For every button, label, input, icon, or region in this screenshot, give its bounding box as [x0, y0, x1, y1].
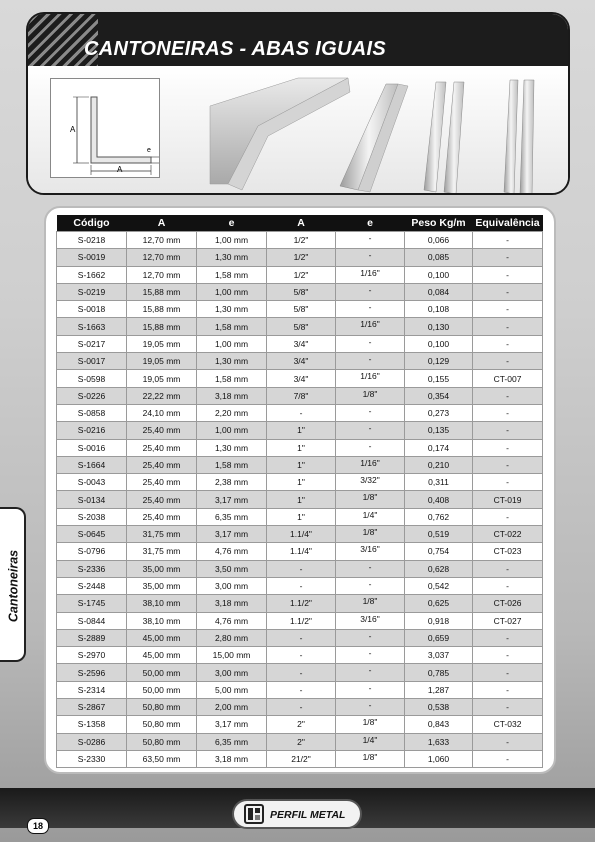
cell-codigo: S-2314	[57, 681, 127, 698]
cell-codigo: S-1662	[57, 266, 127, 283]
cell-e-mm: 4,76 mm	[197, 612, 267, 629]
angle-bars-illustration	[198, 66, 570, 195]
cell-e-mm: 1,58 mm	[197, 318, 267, 335]
cell-codigo: S-2448	[57, 577, 127, 594]
cell-a-inch: 1"	[267, 491, 336, 508]
cell-a-mm: 12,70 mm	[127, 266, 197, 283]
table-row	[57, 699, 543, 716]
cell-a-inch: 1"	[267, 422, 336, 439]
cell-e-mm: 2,38 mm	[197, 474, 267, 491]
cell-equivalencia: -	[473, 681, 543, 698]
cell-e-mm: 4,76 mm	[197, 543, 267, 560]
cell-a-inch: 1"	[267, 508, 336, 525]
cell-equivalencia: -	[473, 439, 543, 456]
cell-a-inch: 5/8"	[267, 301, 336, 318]
table-row	[57, 647, 543, 664]
column-header-e-mm: e	[197, 215, 267, 232]
cell-a-inch: 1.1/2"	[267, 595, 336, 612]
table-row	[57, 456, 543, 473]
cell-peso: 0,918	[405, 612, 473, 629]
cell-peso: 0,785	[405, 664, 473, 681]
cell-codigo: S-0645	[57, 526, 127, 543]
cell-peso: 0,066	[405, 232, 473, 249]
cell-e-mm: 1,30 mm	[197, 249, 267, 266]
cell-a-mm: 45,00 mm	[127, 647, 197, 664]
table-row	[57, 249, 543, 266]
cell-e-inch: -	[336, 232, 405, 249]
cell-peso: 0,135	[405, 422, 473, 439]
table-row	[57, 681, 543, 698]
table-row	[57, 560, 543, 577]
cell-codigo: S-0598	[57, 370, 127, 387]
table-row	[57, 526, 543, 543]
cell-peso: 0,625	[405, 595, 473, 612]
cell-equivalencia: -	[473, 266, 543, 283]
cell-a-inch: 1"	[267, 456, 336, 473]
cell-a-inch: -	[267, 664, 336, 681]
cell-e-inch: 3/32"	[336, 474, 405, 491]
cell-e-mm: 2,00 mm	[197, 699, 267, 716]
cell-peso: 0,174	[405, 439, 473, 456]
cell-codigo: S-2889	[57, 629, 127, 646]
cell-codigo: S-0858	[57, 404, 127, 421]
table-row	[57, 439, 543, 456]
cell-equivalencia: CT-019	[473, 491, 543, 508]
cell-peso: 0,108	[405, 301, 473, 318]
profile-spec-table	[56, 215, 543, 768]
brand-logo-icon	[244, 804, 264, 824]
section-side-tab	[0, 507, 26, 662]
cell-equivalencia: -	[473, 422, 543, 439]
cell-equivalencia: -	[473, 508, 543, 525]
cell-equivalencia: -	[473, 387, 543, 404]
cell-peso: 0,762	[405, 508, 473, 525]
cell-codigo: S-0217	[57, 335, 127, 352]
cell-a-inch: 1"	[267, 474, 336, 491]
cell-peso: 0,130	[405, 318, 473, 335]
cell-a-mm: 19,05 mm	[127, 353, 197, 370]
cell-a-mm: 22,22 mm	[127, 387, 197, 404]
table-row	[57, 612, 543, 629]
cell-a-inch: 5/8"	[267, 283, 336, 300]
cell-e-mm: 1,30 mm	[197, 301, 267, 318]
cell-peso: 0,754	[405, 543, 473, 560]
cell-a-mm: 25,40 mm	[127, 474, 197, 491]
cell-equivalencia: -	[473, 560, 543, 577]
cell-e-inch: -	[336, 664, 405, 681]
cell-e-inch: -	[336, 577, 405, 594]
cell-e-mm: 2,20 mm	[197, 404, 267, 421]
cell-e-mm: 5,00 mm	[197, 681, 267, 698]
cell-a-mm: 12,70 mm	[127, 249, 197, 266]
diagram-label-e: e	[147, 147, 151, 154]
cell-e-inch: -	[336, 353, 405, 370]
cell-e-inch: -	[336, 283, 405, 300]
product-photo	[198, 66, 570, 195]
cell-a-mm: 25,40 mm	[127, 508, 197, 525]
cell-a-inch: 1.1/4"	[267, 543, 336, 560]
cell-codigo: S-0019	[57, 249, 127, 266]
cell-equivalencia: -	[473, 353, 543, 370]
cell-a-mm: 38,10 mm	[127, 612, 197, 629]
cell-e-inch: -	[336, 439, 405, 456]
cell-a-inch: 1.1/2"	[267, 612, 336, 629]
cell-a-mm: 63,50 mm	[127, 750, 197, 767]
cell-a-inch: -	[267, 629, 336, 646]
cell-peso: 0,129	[405, 353, 473, 370]
cell-a-inch: 3/4"	[267, 370, 336, 387]
cell-equivalencia: -	[473, 456, 543, 473]
cell-equivalencia: CT-023	[473, 543, 543, 560]
cell-e-mm: 1,00 mm	[197, 232, 267, 249]
cell-peso: 3,037	[405, 647, 473, 664]
cell-e-inch: -	[336, 699, 405, 716]
column-header-peso: Peso Kg/m	[405, 215, 473, 232]
cell-e-inch: -	[336, 422, 405, 439]
cell-peso: 0,843	[405, 716, 473, 733]
cell-equivalencia: -	[473, 647, 543, 664]
cell-e-inch: 1/4"	[336, 733, 405, 750]
cell-codigo: S-0043	[57, 474, 127, 491]
cell-equivalencia: -	[473, 629, 543, 646]
cell-peso: 0,519	[405, 526, 473, 543]
cell-codigo: S-2970	[57, 647, 127, 664]
cell-e-inch: 1/16"	[336, 266, 405, 283]
cell-a-inch: -	[267, 699, 336, 716]
cell-e-mm: 15,00 mm	[197, 647, 267, 664]
cell-e-mm: 3,18 mm	[197, 595, 267, 612]
cell-equivalencia: -	[473, 664, 543, 681]
cell-codigo: S-2038	[57, 508, 127, 525]
cell-a-mm: 15,88 mm	[127, 318, 197, 335]
cell-a-mm: 50,00 mm	[127, 681, 197, 698]
cell-e-mm: 3,17 mm	[197, 491, 267, 508]
cell-a-inch: 1"	[267, 439, 336, 456]
cell-e-mm: 1,58 mm	[197, 456, 267, 473]
cell-a-inch: -	[267, 681, 336, 698]
table-row	[57, 232, 543, 249]
cell-equivalencia: CT-026	[473, 595, 543, 612]
cell-e-inch: 1/8"	[336, 387, 405, 404]
cell-a-mm: 19,05 mm	[127, 370, 197, 387]
table-row	[57, 474, 543, 491]
cell-e-mm: 3,00 mm	[197, 577, 267, 594]
cell-codigo: S-0218	[57, 232, 127, 249]
cell-codigo: S-0226	[57, 387, 127, 404]
table-body	[57, 232, 543, 768]
cell-a-inch: 1/2"	[267, 266, 336, 283]
table-row	[57, 335, 543, 352]
table-row	[57, 318, 543, 335]
column-header-a-mm: A	[127, 215, 197, 232]
brand-name: PERFIL METAL	[270, 809, 346, 821]
diagram-label-a-horizontal: A	[117, 165, 123, 174]
cell-codigo: S-0018	[57, 301, 127, 318]
cell-e-mm: 3,18 mm	[197, 387, 267, 404]
cell-e-inch: 1/8"	[336, 526, 405, 543]
table-row	[57, 404, 543, 421]
cell-peso: 0,311	[405, 474, 473, 491]
column-header-a-inch: A	[267, 215, 336, 232]
cell-e-mm: 6,35 mm	[197, 508, 267, 525]
cell-peso: 0,538	[405, 699, 473, 716]
cell-codigo: S-2336	[57, 560, 127, 577]
cell-a-inch: 2"	[267, 716, 336, 733]
cell-codigo: S-0844	[57, 612, 127, 629]
cell-peso: 0,100	[405, 335, 473, 352]
cell-a-mm: 15,88 mm	[127, 283, 197, 300]
cell-a-inch: -	[267, 647, 336, 664]
cell-equivalencia: -	[473, 474, 543, 491]
cell-e-mm: 3,00 mm	[197, 664, 267, 681]
cell-e-inch: 1/16"	[336, 370, 405, 387]
cell-a-inch: 5/8"	[267, 318, 336, 335]
cell-e-inch: -	[336, 560, 405, 577]
cell-codigo: S-1358	[57, 716, 127, 733]
cell-peso: 0,155	[405, 370, 473, 387]
cell-peso: 1,287	[405, 681, 473, 698]
table-row	[57, 733, 543, 750]
table-row	[57, 716, 543, 733]
table-row	[57, 664, 543, 681]
cell-peso: 0,085	[405, 249, 473, 266]
cell-peso: 0,273	[405, 404, 473, 421]
cell-e-inch: -	[336, 249, 405, 266]
cell-e-mm: 1,30 mm	[197, 353, 267, 370]
cell-peso: 0,542	[405, 577, 473, 594]
cell-equivalencia: -	[473, 577, 543, 594]
cell-a-inch: 1.1/4"	[267, 526, 336, 543]
cell-e-mm: 3,18 mm	[197, 750, 267, 767]
cell-a-inch: 1/2"	[267, 249, 336, 266]
cell-a-inch: 3/4"	[267, 353, 336, 370]
cell-a-inch: 2"	[267, 733, 336, 750]
cell-a-mm: 31,75 mm	[127, 543, 197, 560]
cell-equivalencia: CT-027	[473, 612, 543, 629]
cell-e-inch: 1/4"	[336, 508, 405, 525]
cell-codigo: S-1745	[57, 595, 127, 612]
cell-equivalencia: -	[473, 301, 543, 318]
table-row	[57, 750, 543, 767]
cell-codigo: S-0796	[57, 543, 127, 560]
cell-a-mm: 45,00 mm	[127, 629, 197, 646]
angle-profile-diagram	[50, 78, 160, 178]
cell-a-mm: 25,40 mm	[127, 422, 197, 439]
cell-e-inch: 1/8"	[336, 716, 405, 733]
cell-a-mm: 50,80 mm	[127, 716, 197, 733]
cell-equivalencia: CT-022	[473, 526, 543, 543]
cell-codigo: S-2330	[57, 750, 127, 767]
cell-peso: 1,060	[405, 750, 473, 767]
cell-a-mm: 38,10 mm	[127, 595, 197, 612]
table-row	[57, 422, 543, 439]
cell-e-mm: 1,58 mm	[197, 370, 267, 387]
table-row	[57, 508, 543, 525]
cell-a-mm: 31,75 mm	[127, 526, 197, 543]
table-row	[57, 283, 543, 300]
table-row	[57, 491, 543, 508]
cell-codigo: S-0016	[57, 439, 127, 456]
cell-peso: 0,628	[405, 560, 473, 577]
cell-e-mm: 2,80 mm	[197, 629, 267, 646]
table-row	[57, 595, 543, 612]
cell-e-inch: -	[336, 681, 405, 698]
cell-a-inch: -	[267, 577, 336, 594]
cell-codigo: S-1663	[57, 318, 127, 335]
cell-codigo: S-2596	[57, 664, 127, 681]
cell-a-mm: 50,80 mm	[127, 699, 197, 716]
header-panel	[26, 12, 570, 195]
cell-e-inch: -	[336, 301, 405, 318]
cell-a-mm: 35,00 mm	[127, 560, 197, 577]
cell-e-inch: 1/8"	[336, 491, 405, 508]
cell-equivalencia: -	[473, 750, 543, 767]
cell-a-mm: 12,70 mm	[127, 232, 197, 249]
table-row	[57, 266, 543, 283]
cell-codigo: S-0216	[57, 422, 127, 439]
table-row	[57, 387, 543, 404]
cell-e-mm: 3,50 mm	[197, 560, 267, 577]
cell-e-mm: 1,58 mm	[197, 266, 267, 283]
cell-equivalencia: -	[473, 404, 543, 421]
cell-peso: 0,659	[405, 629, 473, 646]
cell-e-mm: 1,00 mm	[197, 422, 267, 439]
cell-a-inch: 21/2"	[267, 750, 336, 767]
logo-mark-icon	[246, 806, 262, 822]
table-row	[57, 370, 543, 387]
cell-equivalencia: CT-007	[473, 370, 543, 387]
cell-e-mm: 1,30 mm	[197, 439, 267, 456]
cell-a-inch: -	[267, 404, 336, 421]
cell-codigo: S-1664	[57, 456, 127, 473]
cell-e-inch: 3/16"	[336, 612, 405, 629]
page-number: 18	[27, 818, 49, 834]
cell-a-mm: 35,00 mm	[127, 577, 197, 594]
cell-e-inch: -	[336, 647, 405, 664]
angle-profile-drawing	[51, 79, 159, 177]
cell-equivalencia: -	[473, 249, 543, 266]
cell-codigo: S-0017	[57, 353, 127, 370]
brand-logo	[232, 799, 362, 829]
cell-e-inch: -	[336, 629, 405, 646]
cell-a-inch: -	[267, 560, 336, 577]
cell-a-mm: 25,40 mm	[127, 439, 197, 456]
cell-equivalencia: -	[473, 335, 543, 352]
cell-e-mm: 6,35 mm	[197, 733, 267, 750]
table-row	[57, 629, 543, 646]
cell-peso: 0,408	[405, 491, 473, 508]
cell-equivalencia: -	[473, 733, 543, 750]
section-tab-label: Cantoneiras	[6, 549, 21, 623]
cell-a-mm: 19,05 mm	[127, 335, 197, 352]
cell-e-inch: 1/16"	[336, 318, 405, 335]
cell-a-mm: 24,10 mm	[127, 404, 197, 421]
cell-equivalencia: -	[473, 318, 543, 335]
table-header-row	[57, 215, 543, 232]
cell-codigo: S-0219	[57, 283, 127, 300]
cell-peso: 1,633	[405, 733, 473, 750]
cell-peso: 0,084	[405, 283, 473, 300]
cell-a-mm: 25,40 mm	[127, 491, 197, 508]
cell-e-mm: 1,00 mm	[197, 335, 267, 352]
cell-equivalencia: -	[473, 283, 543, 300]
cell-a-mm: 50,00 mm	[127, 664, 197, 681]
cell-a-inch: 7/8"	[267, 387, 336, 404]
cell-a-inch: 1/2"	[267, 232, 336, 249]
cell-peso: 0,354	[405, 387, 473, 404]
cell-equivalencia: -	[473, 232, 543, 249]
cell-e-mm: 3,17 mm	[197, 716, 267, 733]
column-header-equivalencia: Equivalência	[473, 215, 543, 232]
cell-equivalencia: CT-032	[473, 716, 543, 733]
cell-codigo: S-2867	[57, 699, 127, 716]
table-row	[57, 543, 543, 560]
cell-codigo: S-0286	[57, 733, 127, 750]
cell-a-mm: 15,88 mm	[127, 301, 197, 318]
cell-e-inch: 1/16"	[336, 456, 405, 473]
cell-e-mm: 3,17 mm	[197, 526, 267, 543]
table-row	[57, 353, 543, 370]
cell-e-inch: 3/16"	[336, 543, 405, 560]
cell-a-mm: 25,40 mm	[127, 456, 197, 473]
cell-a-mm: 50,80 mm	[127, 733, 197, 750]
cell-e-mm: 1,00 mm	[197, 283, 267, 300]
cell-peso: 0,100	[405, 266, 473, 283]
column-header-codigo: Código	[57, 215, 127, 232]
cell-e-inch: -	[336, 335, 405, 352]
page-title: CANTONEIRAS - ABAS IGUAIS	[84, 38, 386, 60]
table-row	[57, 301, 543, 318]
cell-e-inch: 1/8"	[336, 750, 405, 767]
diagram-label-a-vertical: A	[70, 125, 76, 134]
cell-e-inch: -	[336, 404, 405, 421]
cell-codigo: S-0134	[57, 491, 127, 508]
cell-peso: 0,210	[405, 456, 473, 473]
cell-a-inch: 3/4"	[267, 335, 336, 352]
table-row	[57, 577, 543, 594]
column-header-e-inch: e	[336, 215, 405, 232]
cell-equivalencia: -	[473, 699, 543, 716]
cell-e-inch: 1/8"	[336, 595, 405, 612]
